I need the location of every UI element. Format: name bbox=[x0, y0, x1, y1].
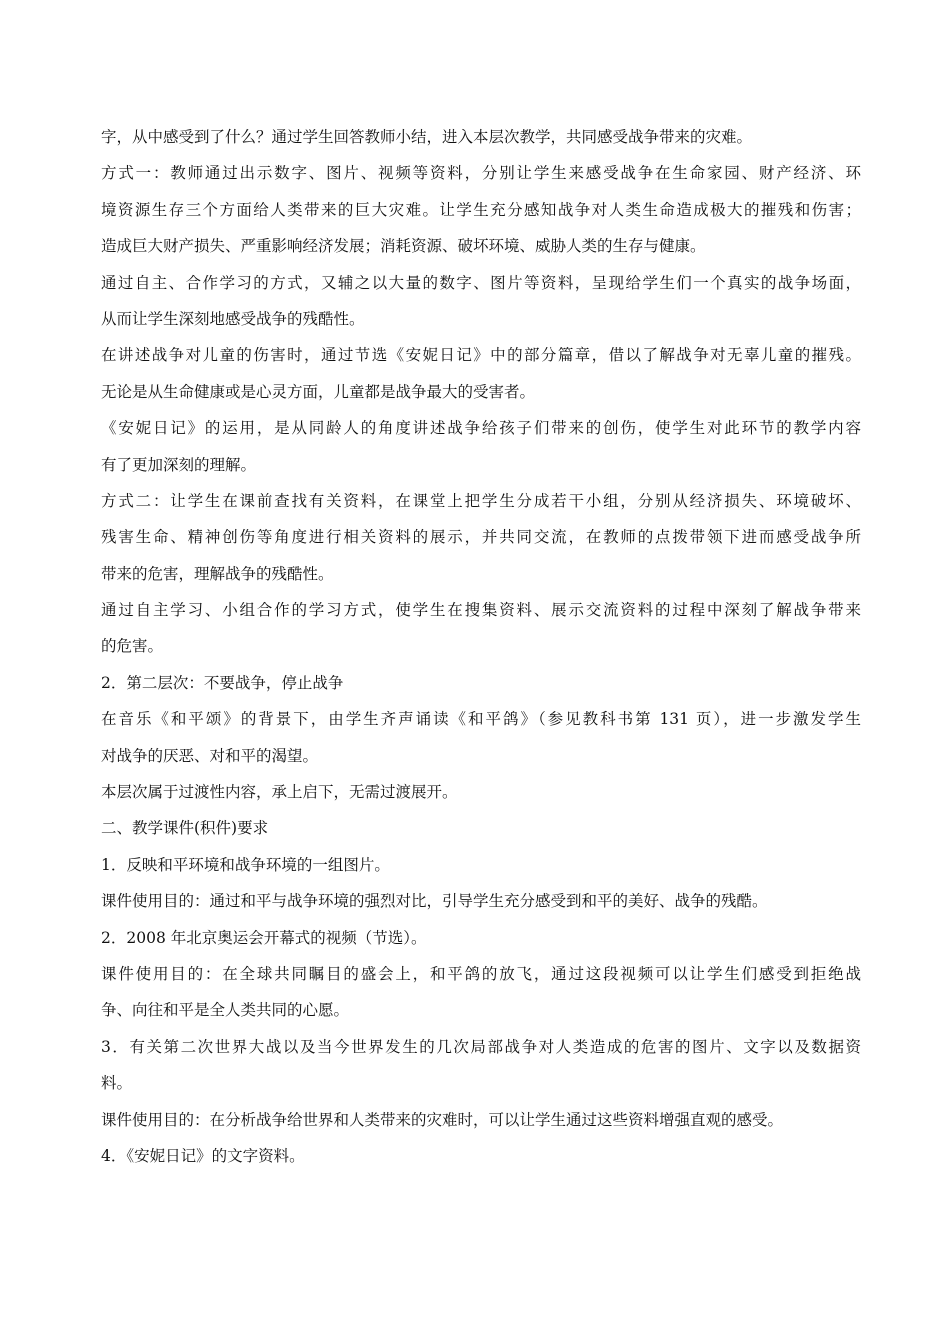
text-line: 无论是从生命健康或是心灵方面，儿童都是战争最大的受害者。 bbox=[101, 382, 536, 401]
text-line: 课件使用目的：在全球共同瞩目的盛会上，和平鸽的放飞，通过这段视频可以让学生们感受到拒绝战 bbox=[101, 964, 861, 983]
text-line: 境资源生存三个方面给人类带来的巨大灾难。让学生充分感知战争对人类生命造成极大的摧残和伤害； bbox=[101, 200, 861, 219]
text-line: 课件使用目的：在分析战争给世界和人类带来的灾难时，可以让学生通过这些资料增强直观的感受。 bbox=[101, 1110, 784, 1129]
text-line: 对战争的厌恶、对和平的渴望。 bbox=[101, 746, 319, 765]
text-line: 争、向往和平是全人类共同的心愿。 bbox=[101, 1001, 350, 1020]
text-line: 1．反映和平环境和战争环境的一组图片。 bbox=[101, 855, 390, 874]
text-line: 二、教学课件(积件)要求 bbox=[101, 819, 269, 838]
text-line: 从而让学生深刻地感受战争的残酷性。 bbox=[101, 309, 365, 328]
text-line: 方式一：教师通过出示数字、图片、视频等资料，分别让学生来感受战争在生命家园、财产经济、环 bbox=[101, 164, 861, 183]
text-line: 课件使用目的：通过和平与战争环境的强烈对比，引导学生充分感受到和平的美好、战争的残酷。 bbox=[101, 892, 768, 911]
text-line: 方式二：让学生在课前查找有关资料，在课堂上把学生分成若干小组，分别从经济损失、环境破坏、 bbox=[101, 491, 861, 510]
text-line: 带来的危害，理解战争的残酷性。 bbox=[101, 564, 334, 583]
text-line: 2．第二层次：不要战争，停止战争 bbox=[101, 673, 344, 692]
text-line: 的危害。 bbox=[101, 637, 164, 656]
text-line: 在音乐《和平颂》的背景下，由学生齐声诵读《和平鸽》（参见教科书第 131 页），进一步激发学生 bbox=[101, 710, 861, 729]
text-line: 《安妮日记》的运用，是从同龄人的角度讲述战争给孩子们带来的创伤，使学生对此环节的教学内容 bbox=[101, 419, 861, 438]
text-line: 通过自主、合作学习的方式，又辅之以大量的数字、图片等资料，呈现给学生们一个真实的战争场面， bbox=[101, 273, 861, 292]
text-line: 3．有关第二次世界大战以及当今世界发生的几次局部战争对人类造成的危害的图片、文字以及数据资 bbox=[101, 1037, 861, 1056]
text-line: 料。 bbox=[101, 1074, 133, 1093]
text-line: 2．2008 年北京奥运会开幕式的视频（节选）。 bbox=[101, 928, 427, 947]
text-line: 有了更加深刻的理解。 bbox=[101, 455, 257, 474]
text-line: 4．《安妮日记》的文字资料。 bbox=[101, 1146, 305, 1165]
document-body bbox=[101, 119, 861, 1174]
text-line: 在讲述战争对儿童的伤害时，通过节选《安妮日记》中的部分篇章，借以了解战争对无辜儿童的摧残。 bbox=[101, 346, 861, 365]
text-line: 字，从中感受到了什么？通过学生回答教师小结，进入本层次教学，共同感受战争带来的灾难。 bbox=[101, 128, 753, 146]
text-line: 残害生命、精神创伤等角度进行相关资料的展示，并共同交流，在教师的点拨带领下进而感受战争所 bbox=[101, 528, 861, 547]
text-line: 通过自主学习、小组合作的学习方式，使学生在搜集资料、展示交流资料的过程中深刻了解战争带来 bbox=[101, 601, 861, 620]
text-line: 造成巨大财产损失、严重影响经济发展；消耗资源、破坏环境、威胁人类的生存与健康。 bbox=[101, 237, 706, 256]
text-line: 本层次属于过渡性内容，承上启下，无需过渡展开。 bbox=[101, 783, 458, 802]
